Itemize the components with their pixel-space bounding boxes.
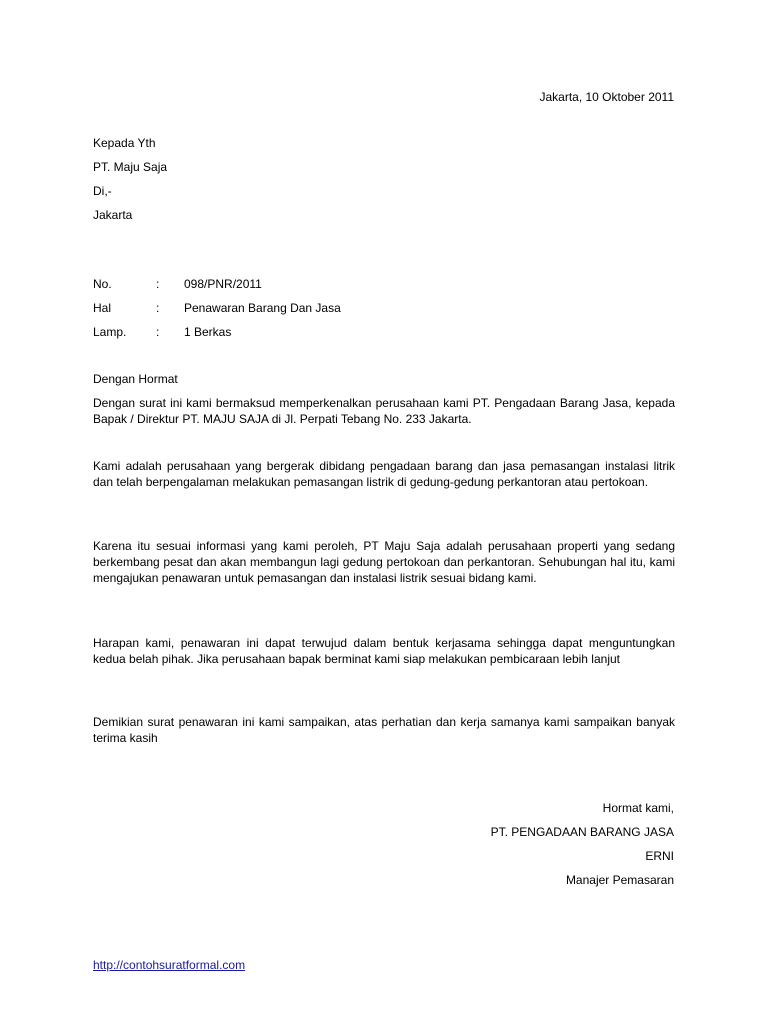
recipient-di: Di,- — [93, 184, 112, 198]
meta-number-colon: : — [156, 277, 160, 291]
closing-signer-name: ERNI — [645, 849, 674, 863]
recipient-company: PT. Maju Saja — [93, 160, 168, 174]
meta-subject-colon: : — [156, 301, 160, 315]
meta-attachment-colon: : — [156, 325, 160, 339]
meta-subject-value: Penawaran Barang Dan Jasa — [184, 301, 341, 315]
closing-regards: Hormat kami, — [602, 801, 674, 815]
meta-number-value: 098/PNR/2011 — [184, 277, 262, 291]
signature-block — [491, 800, 674, 896]
paragraph-company: Kami adalah perusahaan yang bergerak dibidang pengadaan barang dan jasa pemasangan instalasi litrik dan telah berpengalaman melakukan pemasangan listrik di gedung-gedung perkantoran atau pertokoan. — [93, 459, 675, 489]
meta-attachment-label: Lamp. — [93, 325, 127, 339]
meta-number-label: No. — [93, 277, 112, 291]
meta-subject-label: Hal — [93, 301, 112, 315]
closing-company: PT. PENGADAAN BARANG JASA — [490, 825, 674, 839]
paragraph-intro: Dengan surat ini kami bermaksud memperkenalkan perusahaan kami PT. Pengadaan Barang Jasa, kepada Bapak / Direktur PT. MAJU SAJA di Jl. Perpati Tebang No. 233 Jakarta. — [93, 396, 675, 426]
recipient-block — [93, 135, 167, 231]
letter-date: Jakarta, 10 Oktober 2011 — [539, 90, 674, 104]
meta-attachment-value: 1 Berkas — [184, 325, 232, 339]
greeting: Dengan Hormat — [93, 372, 178, 386]
paragraph-hope: Harapan kami, penawaran ini dapat terwujud dalam bentuk kerjasama sehingga dapat menguntungkan kedua belah pihak. Jika perusahaan bapak berminat kami siap melakukan pembicaraan lebih lanjut — [93, 636, 675, 666]
closing-signer-title: Manajer Pemasaran — [565, 873, 674, 887]
paragraph-offer: Karena itu sesuai informasi yang kami peroleh, PT Maju Saja adalah perusahaan properti yang sedang berkembang pesat dan akan membangun lagi gedung pertokoan dan perkantoran. Sehubungan hal itu, kami mengajukan penawaran untuk pemasangan dan instalasi listrik sesuai bidang kami. — [93, 539, 675, 585]
paragraph-closing: Demikian surat penawaran ini kami sampaikan, atas perhatian dan kerja samanya kami sampaikan banyak terima kasih — [93, 715, 675, 745]
footer-website-link[interactable]: http://contohsuratformal.com — [93, 958, 246, 972]
recipient-city: Jakarta — [93, 208, 133, 222]
recipient-salutation: Kepada Yth — [93, 136, 156, 150]
